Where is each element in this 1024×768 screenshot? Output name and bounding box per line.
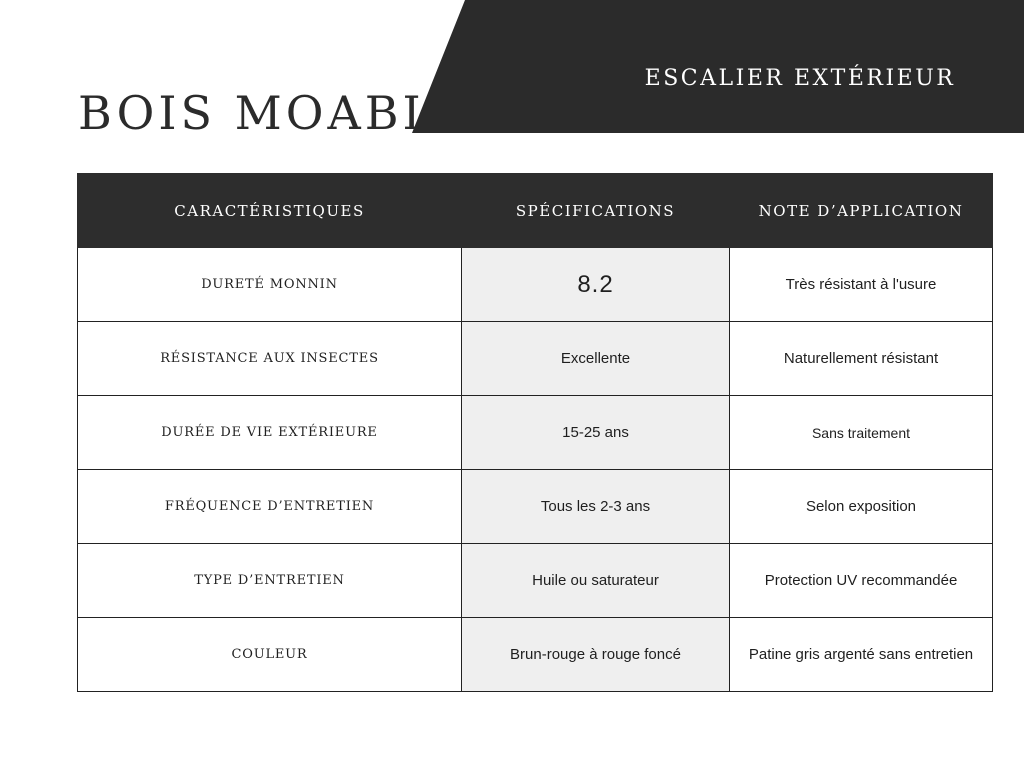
table-row (78, 322, 993, 396)
table-row (78, 470, 993, 544)
column-header-features: CARACTÉRISTIQUES (78, 174, 462, 248)
feature-cell: DURETÉ MONNIN (78, 248, 462, 322)
feature-cell: COULEUR (78, 618, 462, 692)
table-header-row (78, 174, 993, 248)
spec-table (77, 173, 993, 692)
feature-cell: DURÉE DE VIE EXTÉRIEURE (78, 396, 462, 470)
feature-cell: TYPE D’ENTRETIEN (78, 544, 462, 618)
spec-cell: 8.2 (462, 248, 730, 322)
spec-cell: Brun-rouge à rouge foncé (462, 618, 730, 692)
column-header-specifications: SPÉCIFICATIONS (462, 174, 730, 248)
feature-cell: RÉSISTANCE AUX INSECTES (78, 322, 462, 396)
spec-cell: Huile ou saturateur (462, 544, 730, 618)
note-cell: Sans traitement (730, 396, 993, 470)
note-cell: Protection UV recommandée (730, 544, 993, 618)
banner-label: ESCALIER EXTÉRIEUR (644, 66, 956, 91)
page-title: BOIS MOABI (78, 86, 425, 140)
table-row (78, 618, 993, 692)
note-cell: Très résistant à l'usure (730, 248, 993, 322)
feature-cell: FRÉQUENCE D’ENTRETIEN (78, 470, 462, 544)
note-cell: Patine gris argenté sans entretien (730, 618, 993, 692)
column-header-application-note: NOTE D’APPLICATION (730, 174, 993, 248)
table-row (78, 544, 993, 618)
note-cell: Selon exposition (730, 470, 993, 544)
spec-cell: Excellente (462, 322, 730, 396)
spec-cell: Tous les 2-3 ans (462, 470, 730, 544)
table-row (78, 396, 993, 470)
table-row (78, 248, 993, 322)
note-cell: Naturellement résistant (730, 322, 993, 396)
spec-cell: 15-25 ans (462, 396, 730, 470)
